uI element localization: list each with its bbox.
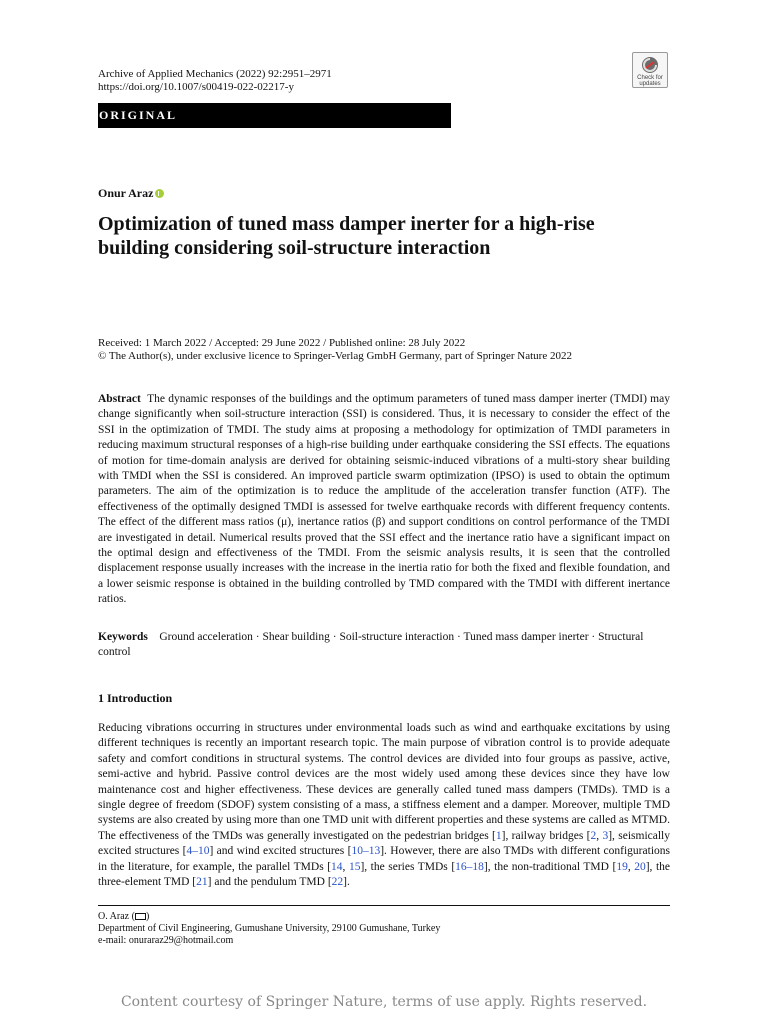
citation-link[interactable]: 19 xyxy=(616,860,628,873)
paper-page xyxy=(98,0,670,1024)
orcid-icon[interactable] xyxy=(155,189,164,198)
doi-link[interactable]: https://doi.org/10.1007/s00419-022-02217-y xyxy=(98,81,294,93)
affiliation-author: O. Araz ( ) xyxy=(98,911,150,922)
keywords-text: Ground acceleration · Shear building · Soil-structure interaction · Tuned mass damper inerter · Structural control xyxy=(98,631,644,659)
abstract xyxy=(98,392,670,608)
keywords-label: Keywords xyxy=(98,631,148,643)
affiliation-email[interactable]: e-mail: onuraraz29@hotmail.com xyxy=(98,935,234,946)
badge-label: Check for updates xyxy=(637,75,663,87)
author-name[interactable]: Onur Araz xyxy=(98,186,154,200)
check-for-updates-badge[interactable] xyxy=(632,52,668,88)
author-line xyxy=(98,186,164,201)
publication-dates xyxy=(98,337,572,363)
affiliation-department: Department of Civil Engineering, Gumushane University, 29100 Gumushane, Turkey xyxy=(98,923,441,934)
citation-link[interactable]: 1 xyxy=(495,829,502,842)
citation-link[interactable]: 3 xyxy=(602,829,609,842)
citation-link[interactable]: 22 xyxy=(331,876,344,889)
citation-link[interactable]: 16–18 xyxy=(455,860,484,873)
paper-title: Optimization of tuned mass damper inerter for a high-rise building considering soil-structure interaction xyxy=(98,213,595,259)
citation-link[interactable]: 4–10 xyxy=(186,845,210,858)
envelope-icon[interactable] xyxy=(135,913,146,920)
citation-link[interactable]: 15 xyxy=(348,860,361,873)
citation-link[interactable]: 2 xyxy=(590,829,597,842)
article-type-bar xyxy=(98,103,451,128)
affiliation-footnote xyxy=(98,911,440,947)
journal-info xyxy=(98,68,332,94)
journal-citation: Archive of Applied Mechanics (2022) 92:2951–2971 xyxy=(98,68,332,80)
check-updates-icon xyxy=(641,56,659,74)
courtesy-footer: Content courtesy of Springer Nature, terms of use apply. Rights reserved. xyxy=(120,994,648,1010)
keywords xyxy=(98,630,670,661)
citation-link[interactable]: 20 xyxy=(634,860,646,873)
introduction-paragraph: Reducing vibrations occurring in structures under environmental loads such as wind and earthquake excitations by using different techniques is recently an important research topic. The main purpose of vibration control is to provide adequate safety and comfort conditions in structural systems. The control devices are divided into four groups as passive, active, semi-active and hybrid. Passive control devices are the most widely used among these devices since they have low maintenance cost and higher effectiveness. These devices are generally called tuned mass dampers (TMDs). TMD is a single degree of freedom (SDOF) system consisting of a mass, a stiffness element and a damper. Moreover, multiple TMD systems are also created by using more than one TMD unit with different properties and these systems are called as MTMD. The effectiveness of the TMDs was generally investigated on the pedestrian bridges [1], railway bridges [2, 3], seismically excited structures [4–10] and wind excited structures [10–13]. However, there are also TMDs with different configurations in the literature, for example, the parallel TMDs [14, 15], the series TMDs [16–18], the non-traditional TMD [19, 20], the three-element TMD [21] and the pendulum TMD [22]. xyxy=(98,722,671,889)
footnote-divider xyxy=(98,905,670,906)
article-type-label: ORIGINAL xyxy=(99,108,178,122)
citation-link[interactable]: 14 xyxy=(331,860,343,873)
citation-link[interactable]: 21 xyxy=(196,876,208,889)
citation-link[interactable]: 10–13 xyxy=(351,845,381,858)
abstract-text: The dynamic responses of the buildings and the optimum parameters of tuned mass damper inerter (TMDI) may change significantly when soil-structure interaction (SSI) is considered. Thus, it is necessary to consider the effect of the SSI in the optimization of TMDI. The study aims at proposing a methodology for optimization of TMDI parameters in reducing maximum structural responses of a high-rise building under earthquake considering the SSI effects. The equations of motion for time-domain analysis are derived for obtaining seismic-induced vibrations of a multi-story shear building with TMDI when the SSI is considered. An improved particle swarm optimization (IPSO) is used to obtain the optimum parameters. The aim of the optimization is to reduce the amplitude of the acceleration transfer function (ATF). The effectiveness of the optimally designed TMDI is assessed for twelve earthquake records with different frequency contents. The effect of the different mass ratios (μ), inertance ratios (β) and support conditions on control performance of the TMDI are investigated in detail. Numerical results proved that the SSI effect and the inertance ratio have a significant impact on the optimal design and effectiveness of the TMDI. From the seismic analysis results, it is seen that the controlled displacement response usually increases with the increase in the inertia ratio for both the fixed and flexible foundation, and a lower seismic response is obtained in the building controlled by TMD compared with the TMDI with different inertance ratios. xyxy=(98,393,670,606)
abstract-label: Abstract xyxy=(98,393,141,405)
copyright-notice: © The Author(s), under exclusive licence to Springer-Verlag GmbH Germany, part of Springer Nature 2022 xyxy=(98,350,572,362)
section-heading: 1 Introduction xyxy=(98,691,173,705)
history-dates: Received: 1 March 2022 / Accepted: 29 June 2022 / Published online: 28 July 2022 xyxy=(98,337,466,349)
